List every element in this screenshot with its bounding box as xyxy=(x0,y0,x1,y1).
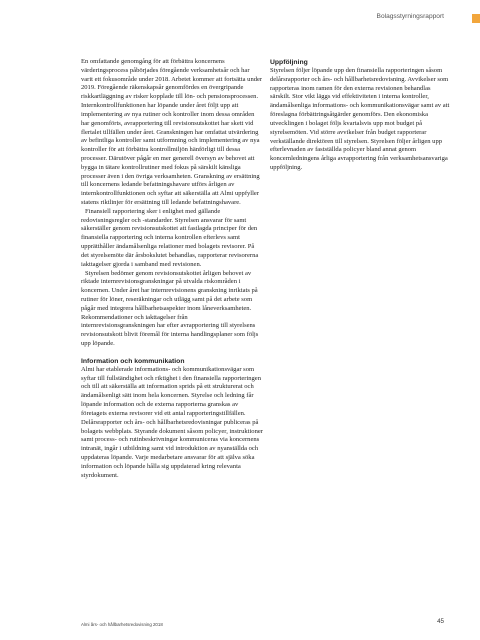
body-paragraph: Styrelsen följer löpande upp den finansiella rapporteringen såsom delårsrapporter och års- och hållbarhetsredovisning. Avvikelser som rapporteras inom ramen för den externa revisionen behandlas särskilt. Stor vikt läggs vid effektiviteten i interna kontroller, ändamålsenliga informations- och kommunikationsvägar samt av att föreslagna förbättringsåtgärder genomförs. Den ekonomiska utvecklingen i bolaget följs kvartalsvis upp mot budget på styrelsemöten. Vid större avvikelser från budget rapporterar verkställande direktören till styrelsen. Styrelsen följer årligen upp efterlevnaden av fastställda policyer bland annat genom koncernledningens årliga avrapportering från verksamhetsansvariga uppföljning. xyxy=(270,67,450,171)
section-heading-information: Information och kommunikation xyxy=(81,357,185,365)
left-column xyxy=(81,58,263,480)
page-number: 45 xyxy=(437,618,444,625)
body-paragraph: Finansiell rapportering sker i enlighet med gällande redovisningsregler och -standarder. Styrelsen ansvarar för samt säkerställer genom revisionsutskottet att fastlagda principer för den finansiella rapportering och interna kontrollen efterlevs samt upprätthåller ändamålsenliga relationer med bolagets revisorer. På det styrelsemöte där årsbokslutet behandlas, rapporterar revisorerna iakttagelser gjorda i samband med revisionen. xyxy=(81,207,259,268)
body-paragraph: Styrelsen bedömer genom revisionsutskottet årligen behovet av riktade internrevisionsgranskningar på utvalda riskområden i koncernen. Under året har internrevisionens granskning inriktats på rutiner för löner, reseräkningar och utlägg samt på det arbete som pågår med integrera hållbarhetsaspekter inom låneverksamheten. Rekommendationer och iakttagelser från internrevisionsgranskningen har efter avrapportering till styrelsens revisionsutskott blivit föremål för interna handlingsplaner som följs upp löpande. xyxy=(81,269,259,347)
body-paragraph: Almi har etablerade informations- och kommunikationsvägar som syftar till fullständighet och riktighet i den finansiella rapporteringen och till att säkerställa att information sprids på ett strukturerat och ändamålsenligt sätt inom hela koncernen. Styrelse och ledning får löpande information och de externa rapporterna granskas av företagets externa revisorer vid ett antal rapporteringstillfällen. Delårsrapporter och års- och hållbarhetsredovisningar publiceras på bolagets webbplats. Styrande dokument såsom policyer, instruktioner samt process- och rutinbeskrivningar kommuniceras via koncernens intranät, ingår i utbildning samt vid introduktion av nyanställda och uppdateras löpande. Varje medarbetare ansvarar för att själva söka information och löpande hålla sig uppdaterad kring relevanta styrdokument. xyxy=(81,365,263,479)
section-accent-marker xyxy=(472,14,480,23)
footer-document-name: Almi års- och hållbarhetsredovisning 2018 xyxy=(81,622,163,627)
body-paragraph: En omfattande genomgång för att förbättra koncernens värderingsprocess påbörjades föregående verksamhetsår och har varit ett fokusområde under 2018. Arbetet kommer att fortsätta under 2019. Föregående räkenskapsår genomfördes en övergripande riskkartläggning av risker kopplade till lön- och pensionsprocessen. Internkontrollfunktionen har löpande under året följt upp att implementering av nya rutiner och kontroller inom dessa områden har genomförts, avrapportering till revisionsutskottet har skett vid flertalet tillfällen under året. Granskningen har omfattat utvärdering av befintliga kontroller samt utformning och implementering av nya kontroller för att förbättra kontrollmiljön hänförligt till dessa processer. Därutöver pågår en mer generell översyn av behovet att bygga in tätare kontrollrutiner med fokus på särskilt känsliga processer även i den övriga verksamheten. Granskning av ersättning till koncernens ledande befattningshavare utförs årligen av internkontrollfunktionen och syftar att säkerställa att Almi uppfyller statens riktlinjer för ersättning till ledande befattningshavare. xyxy=(81,58,263,206)
page-section-title: Bolagsstyrningsrapport xyxy=(376,13,444,20)
section-heading-followup: Uppföljning xyxy=(270,59,308,66)
right-column xyxy=(270,58,452,173)
